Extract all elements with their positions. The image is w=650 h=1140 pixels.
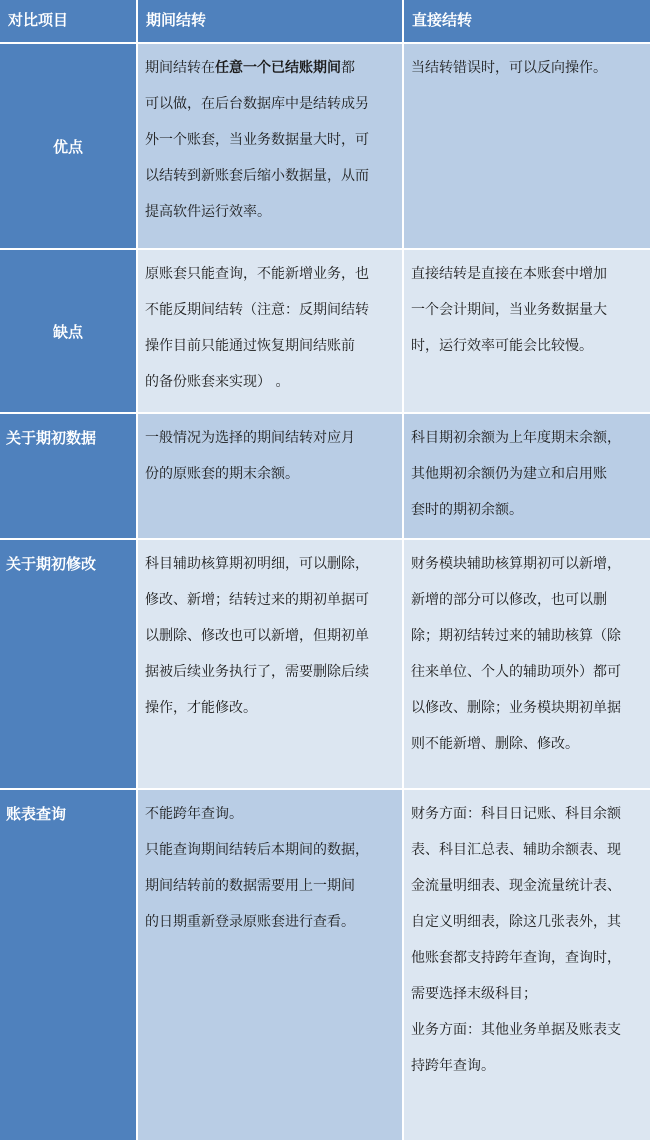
text-line: 财务方面：科目日记账、科目余额	[411, 806, 621, 822]
text-line: 只能查询期间结转后本期间的数据，	[145, 842, 369, 858]
text-line: 除；期初结转过来的辅助核算（除	[411, 628, 621, 644]
row-label-opening-data	[0, 414, 136, 538]
text-line: 修改、新增；结转过来的期初单据可	[145, 592, 369, 608]
text-line: 表、科目汇总表、辅助余额表、现	[411, 842, 621, 858]
row-label-advantages	[0, 44, 136, 248]
text-line: 期间结转前的数据需要用上一期间	[145, 878, 355, 894]
text-line: 外一个账套，当业务数据量大时，可	[145, 132, 369, 148]
text-span: 期间结转在	[145, 60, 215, 76]
text-line: 往来单位、个人的辅助项外）都可	[411, 664, 621, 680]
text-line: 科目期初余额为上年度期末余额，	[411, 430, 621, 446]
header-compare-item: 对比项目	[0, 0, 136, 42]
row-label-text: 账表查询	[6, 805, 67, 823]
cell-opening-modify-period	[138, 540, 402, 788]
text-line: 当结转错误时，可以反向操作。	[411, 60, 607, 76]
header-period-carryover: 期间结转	[138, 0, 402, 42]
text-line: 持跨年查询。	[411, 1058, 495, 1074]
cell-opening-data-period	[138, 414, 402, 538]
text-span: 都	[341, 60, 355, 76]
text-line: 不能反期间结转（注意：反期间结转	[145, 302, 369, 318]
row-label-opening-modify	[0, 540, 136, 788]
text-line: 业务方面：其他业务单据及账表支	[411, 1022, 621, 1038]
text-line: 一个会计期间，当业务数据量大	[411, 302, 607, 318]
text-line: 金流量明细表、现金流量统计表、	[411, 878, 621, 894]
text-line: 的备份账套来实现） 。	[145, 374, 290, 390]
row-label-disadvantages	[0, 250, 136, 412]
text-line: 提高软件运行效率。	[145, 204, 271, 220]
cell-disadvantages-period	[138, 250, 402, 412]
text-line: 可以做，在后台数据库中是结转成另	[145, 96, 369, 112]
text-line: 以删除、修改也可以新增，但期初单	[145, 628, 369, 644]
row-label-text: 缺点	[52, 322, 83, 341]
text-line	[145, 50, 398, 86]
text-line: 份的原账套的期末余额。	[145, 466, 299, 482]
text-line: 自定义明细表，除这几张表外，其	[411, 914, 621, 930]
text-line: 科目辅助核算期初明细，可以删除，	[145, 556, 369, 572]
row-label-report-query	[0, 790, 136, 1140]
text-line: 的日期重新登录原账套进行查看。	[145, 914, 355, 930]
text-line: 操作目前只能通过恢复期间结账前	[145, 338, 355, 354]
cell-report-query-period	[138, 790, 402, 1140]
text-line: 财务模块辅助核算期初可以新增，	[411, 556, 621, 572]
text-line: 以修改、删除；业务模块期初单据	[411, 700, 621, 716]
text-line: 时，运行效率可能会比较慢。	[411, 338, 593, 354]
cell-disadvantages-direct	[404, 250, 650, 412]
text-line: 需要选择末级科目；	[411, 986, 537, 1002]
text-line: 新增的部分可以修改，也可以删	[411, 592, 607, 608]
cell-advantages-direct	[404, 44, 650, 248]
text-line: 则不能新增、删除、修改。	[411, 736, 579, 752]
text-line: 套时的期初余额。	[411, 502, 523, 518]
row-label-text: 关于期初修改	[6, 555, 97, 573]
header-direct-carryover: 直接结转	[404, 0, 650, 42]
cell-opening-modify-direct	[404, 540, 650, 788]
text-line: 原账套只能查询，不能新增业务，也	[145, 266, 369, 282]
text-line: 不能跨年查询。	[145, 806, 243, 822]
text-line: 操作，才能修改。	[145, 700, 257, 716]
cell-opening-data-direct	[404, 414, 650, 538]
row-label-text: 关于期初数据	[6, 429, 97, 447]
text-line: 以结转到新账套后缩小数据量，从而	[145, 168, 369, 184]
row-label-text: 优点	[52, 137, 83, 156]
text-line: 他账套都支持跨年查询，查询时，	[411, 950, 621, 966]
emphasis-text: 任意一个已结账期间	[215, 60, 341, 76]
text-line: 据被后续业务执行了，需要删除后续	[145, 664, 369, 680]
cell-advantages-period	[138, 44, 402, 248]
text-line: 其他期初余额仍为建立和启用账	[411, 466, 607, 482]
text-line: 直接结转是直接在本账套中增加	[411, 266, 607, 282]
text-line: 一般情况为选择的期间结转对应月	[145, 430, 355, 446]
cell-report-query-direct	[404, 790, 650, 1140]
